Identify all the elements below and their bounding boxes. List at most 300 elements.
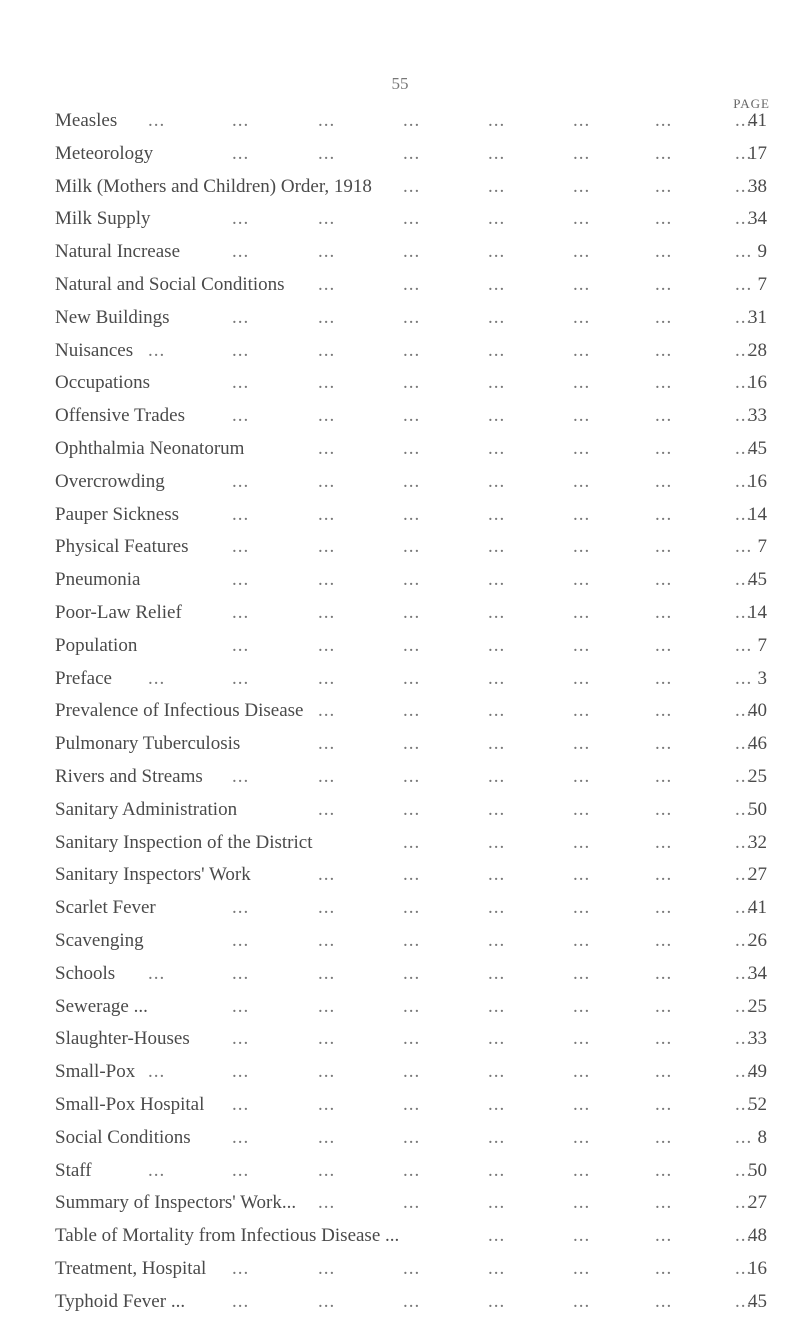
leader-dots: ... [403, 602, 421, 623]
leader-dots: ... [573, 864, 591, 886]
entry-page: 16 [748, 470, 767, 492]
index-entry [55, 795, 767, 825]
leader-dots: ... [318, 1258, 336, 1279]
index-entry [55, 500, 767, 530]
leader-dots: ... [573, 372, 591, 394]
leader-dots: ... [403, 241, 421, 263]
leader-dots: ... [573, 1028, 591, 1050]
leader-dots: ... [148, 110, 166, 131]
leader-dots: ... [403, 339, 421, 361]
leader-dots: ... [655, 175, 673, 197]
leader-dots: ... [735, 766, 753, 787]
entry-page: 7 [757, 274, 767, 295]
entry-page: 8 [757, 1126, 767, 1148]
leader-dots: ... [488, 700, 506, 722]
entry-page: 14 [748, 503, 767, 525]
leader-dots: ... [573, 766, 591, 787]
leader-dots: ... [655, 1192, 673, 1214]
leader-dots: ... [488, 536, 506, 558]
leader-dots: ... [403, 1159, 421, 1181]
index-entry [55, 860, 767, 890]
leader-dots: ... [735, 995, 753, 1017]
leader-dots: ... [735, 241, 753, 263]
leader-dots: ... [318, 405, 336, 427]
leader-dots: ... [232, 569, 250, 591]
leader-dots: ... [573, 602, 591, 623]
leader-dots: ... [403, 1028, 421, 1050]
entry-title: Natural Increase [55, 241, 181, 263]
entry-page: 7 [757, 634, 767, 656]
leader-dots: ... [573, 470, 591, 492]
leader-dots: ... [488, 470, 506, 492]
leader-dots: ... [318, 766, 336, 787]
leader-dots: ... [318, 208, 336, 230]
leader-dots: ... [655, 1061, 673, 1083]
leader-dots: ... [232, 1258, 250, 1279]
leader-dots: ... [655, 1094, 673, 1115]
entry-page: 31 [748, 306, 767, 328]
leader-dots: ... [403, 700, 421, 722]
leader-dots: ... [488, 1290, 506, 1312]
leader-dots: ... [735, 700, 753, 722]
leader-dots: ... [318, 241, 336, 263]
leader-dots: ... [318, 142, 336, 164]
leader-dots: ... [403, 930, 421, 951]
leader-dots: ... [318, 110, 336, 131]
leader-dots: ... [232, 241, 250, 263]
leader-dots: ... [488, 372, 506, 394]
leader-dots: ... [735, 372, 753, 394]
entry-page: 26 [748, 930, 767, 951]
leader-dots: ... [573, 1225, 591, 1247]
leader-dots: ... [655, 667, 673, 689]
leader-dots: ... [655, 470, 673, 492]
leader-dots: ... [318, 700, 336, 722]
leader-dots: ... [232, 667, 250, 689]
leader-dots: ... [573, 306, 591, 328]
entry-title: Preface [55, 667, 112, 689]
leader-dots: ... [573, 110, 591, 131]
leader-dots: ... [655, 634, 673, 656]
leader-dots: ... [488, 142, 506, 164]
entry-title: Overcrowding [55, 470, 165, 492]
index-entry [55, 532, 767, 562]
index-entry [55, 926, 767, 956]
entry-title: New Buildings [55, 306, 170, 328]
leader-dots: ... [403, 798, 421, 820]
leader-dots: ... [318, 1290, 336, 1312]
entry-page: 50 [748, 798, 767, 820]
entry-page: 49 [748, 1061, 767, 1083]
leader-dots: ... [655, 142, 673, 164]
leader-dots: ... [735, 930, 753, 951]
leader-dots: ... [488, 1126, 506, 1148]
leader-dots: ... [655, 208, 673, 230]
leader-dots: ... [735, 438, 753, 459]
leader-dots: ... [403, 110, 421, 131]
leader-dots: ... [232, 930, 250, 951]
leader-dots: ... [655, 995, 673, 1017]
leader-dots: ... [488, 175, 506, 197]
index-entry [55, 696, 767, 726]
index-entry [55, 401, 767, 431]
leader-dots: ... [318, 438, 336, 459]
leader-dots: ... [318, 1159, 336, 1181]
index-entry [55, 1221, 767, 1251]
leader-dots: ... [735, 470, 753, 492]
leader-dots: ... [488, 339, 506, 361]
entry-title: Scarlet Fever [55, 897, 156, 919]
leader-dots: ... [488, 1192, 506, 1214]
entry-title: Ophthalmia Neonatorum [55, 438, 245, 459]
leader-dots: ... [655, 274, 673, 295]
leader-dots: ... [148, 339, 166, 361]
leader-dots: ... [148, 1061, 166, 1083]
index-entry [55, 1024, 767, 1054]
index-entry [55, 106, 767, 136]
leader-dots: ... [573, 1094, 591, 1115]
leader-dots: ... [655, 1290, 673, 1312]
leader-dots: ... [735, 1028, 753, 1050]
leader-dots: ... [488, 1094, 506, 1115]
leader-dots: ... [655, 1126, 673, 1148]
leader-dots: ... [573, 405, 591, 427]
leader-dots: ... [735, 897, 753, 919]
entry-page: 45 [748, 1290, 767, 1312]
leader-dots: ... [232, 1061, 250, 1083]
leader-dots: ... [655, 602, 673, 623]
leader-dots: ... [232, 470, 250, 492]
leader-dots: ... [318, 1028, 336, 1050]
leader-dots: ... [573, 241, 591, 263]
leader-dots: ... [403, 1061, 421, 1083]
leader-dots: ... [403, 897, 421, 919]
leader-dots: ... [735, 1225, 753, 1247]
leader-dots: ... [735, 208, 753, 230]
leader-dots: ... [318, 897, 336, 919]
leader-dots: ... [573, 208, 591, 230]
leader-dots: ... [403, 306, 421, 328]
leader-dots: ... [318, 930, 336, 951]
entry-title: Social Conditions [55, 1126, 191, 1148]
entry-title: Offensive Trades [55, 405, 186, 427]
leader-dots: ... [735, 503, 753, 525]
leader-dots: ... [735, 339, 753, 361]
leader-dots: ... [488, 110, 506, 131]
leader-dots: ... [573, 1126, 591, 1148]
leader-dots: ... [488, 241, 506, 263]
leader-dots: ... [573, 667, 591, 689]
leader-dots: ... [148, 1159, 166, 1181]
index-entry [55, 631, 767, 661]
index-entry [55, 1057, 767, 1087]
leader-dots: ... [488, 831, 506, 853]
entry-title: Occupations [55, 372, 150, 394]
entry-page: 34 [748, 962, 767, 984]
entry-page: 41 [748, 110, 767, 131]
leader-dots: ... [573, 569, 591, 591]
entry-page: 25 [748, 995, 767, 1017]
leader-dots: ... [735, 405, 753, 427]
leader-dots: ... [318, 864, 336, 886]
leader-dots: ... [403, 733, 421, 755]
entry-title: Prevalence of Infectious Disease [55, 700, 304, 722]
leader-dots: ... [488, 962, 506, 984]
entry-page: 50 [748, 1159, 767, 1181]
leader-dots: ... [735, 864, 753, 886]
leader-dots: ... [735, 798, 753, 820]
leader-dots: ... [488, 733, 506, 755]
entry-title: Sewerage ... [55, 995, 148, 1017]
leader-dots: ... [232, 1290, 250, 1312]
index-entry [55, 237, 767, 267]
leader-dots: ... [488, 274, 506, 295]
index-entry [55, 467, 767, 497]
leader-dots: ... [403, 536, 421, 558]
leader-dots: ... [573, 1159, 591, 1181]
leader-dots: ... [655, 536, 673, 558]
leader-dots: ... [232, 766, 250, 787]
leader-dots: ... [655, 1159, 673, 1181]
entry-page: 14 [748, 602, 767, 623]
leader-dots: ... [403, 634, 421, 656]
leader-dots: ... [232, 503, 250, 525]
leader-dots: ... [318, 667, 336, 689]
leader-dots: ... [488, 602, 506, 623]
entry-title: Pauper Sickness [55, 503, 180, 525]
entry-title: Sanitary Inspection of the District [55, 831, 313, 853]
leader-dots: ... [735, 306, 753, 328]
leader-dots: ... [318, 274, 336, 295]
leader-dots: ... [655, 405, 673, 427]
leader-dots: ... [573, 536, 591, 558]
entry-title: Pulmonary Tuberculosis [55, 733, 241, 755]
leader-dots: ... [655, 110, 673, 131]
leader-dots: ... [232, 110, 250, 131]
leader-dots: ... [318, 995, 336, 1017]
leader-dots: ... [232, 1094, 250, 1115]
leader-dots: ... [735, 602, 753, 623]
entry-title: Measles [55, 110, 118, 131]
leader-dots: ... [573, 503, 591, 525]
leader-dots: ... [573, 634, 591, 656]
leader-dots: ... [655, 306, 673, 328]
leader-dots: ... [573, 733, 591, 755]
index-entry [55, 893, 767, 923]
leader-dots: ... [735, 274, 753, 295]
index-entry [55, 139, 767, 169]
index-entry [55, 959, 767, 989]
leader-dots: ... [655, 831, 673, 853]
entry-title: Sanitary Administration [55, 798, 238, 820]
leader-dots: ... [403, 864, 421, 886]
entry-title: Population [55, 634, 138, 656]
leader-dots: ... [488, 208, 506, 230]
leader-dots: ... [655, 438, 673, 459]
leader-dots: ... [655, 1258, 673, 1279]
entry-title: Natural and Social Conditions [55, 274, 285, 295]
leader-dots: ... [403, 438, 421, 459]
entry-page: 28 [748, 339, 767, 361]
leader-dots: ... [735, 962, 753, 984]
leader-dots: ... [318, 372, 336, 394]
leader-dots: ... [318, 306, 336, 328]
leader-dots: ... [655, 1225, 673, 1247]
leader-dots: ... [573, 700, 591, 722]
leader-dots: ... [735, 634, 753, 656]
entry-page: 16 [748, 1258, 767, 1279]
leader-dots: ... [488, 569, 506, 591]
leader-dots: ... [232, 962, 250, 984]
leader-dots: ... [232, 372, 250, 394]
leader-dots: ... [488, 667, 506, 689]
entry-page: 34 [748, 208, 767, 230]
entry-page: 40 [748, 700, 767, 722]
entry-page: 46 [748, 733, 767, 755]
entry-page: 38 [748, 175, 767, 197]
leader-dots: ... [573, 1192, 591, 1214]
leader-dots: ... [655, 798, 673, 820]
leader-dots: ... [655, 864, 673, 886]
leader-dots: ... [735, 1159, 753, 1181]
leader-dots: ... [232, 1126, 250, 1148]
leader-dots: ... [318, 1094, 336, 1115]
leader-dots: ... [403, 405, 421, 427]
leader-dots: ... [655, 1028, 673, 1050]
leader-dots: ... [488, 438, 506, 459]
leader-dots: ... [488, 897, 506, 919]
entry-page: 17 [748, 142, 767, 164]
leader-dots: ... [232, 602, 250, 623]
entry-title: Physical Features [55, 536, 189, 558]
leader-dots: ... [735, 1258, 753, 1279]
leader-dots: ... [318, 798, 336, 820]
leader-dots: ... [403, 1192, 421, 1214]
leader-dots: ... [403, 503, 421, 525]
index-entry [55, 664, 767, 694]
leader-dots: ... [488, 634, 506, 656]
leader-dots: ... [655, 766, 673, 787]
leader-dots: ... [655, 930, 673, 951]
leader-dots: ... [148, 962, 166, 984]
leader-dots: ... [573, 142, 591, 164]
leader-dots: ... [232, 536, 250, 558]
leader-dots: ... [232, 306, 250, 328]
page-number: 55 [391, 74, 409, 93]
index-entry [55, 336, 767, 366]
leader-dots: ... [573, 1258, 591, 1279]
leader-dots: ... [488, 1061, 506, 1083]
index-entry [55, 204, 767, 234]
leader-dots: ... [735, 831, 753, 853]
leader-dots: ... [655, 569, 673, 591]
leader-dots: ... [488, 503, 506, 525]
leader-dots: ... [573, 995, 591, 1017]
leader-dots: ... [318, 962, 336, 984]
entry-page: 9 [757, 241, 767, 263]
leader-dots: ... [655, 339, 673, 361]
leader-dots: ... [232, 1159, 250, 1181]
index-entry [55, 270, 767, 300]
leader-dots: ... [655, 962, 673, 984]
leader-dots: ... [403, 142, 421, 164]
index-entry [55, 598, 767, 628]
leader-dots: ... [403, 569, 421, 591]
entry-page: 45 [748, 438, 767, 459]
leader-dots: ... [318, 569, 336, 591]
index-entry [55, 1188, 767, 1218]
index-entry [55, 729, 767, 759]
leader-dots: ... [403, 1258, 421, 1279]
leader-dots: ... [735, 110, 753, 131]
leader-dots: ... [403, 962, 421, 984]
leader-dots: ... [403, 175, 421, 197]
leader-dots: ... [488, 1225, 506, 1247]
leader-dots: ... [735, 1094, 753, 1115]
leader-dots: ... [318, 503, 336, 525]
leader-dots: ... [403, 274, 421, 295]
entry-title: Scavenging [55, 930, 144, 951]
entry-title: Schools [55, 962, 116, 984]
leader-dots: ... [403, 208, 421, 230]
leader-dots: ... [318, 1126, 336, 1148]
entry-page: 41 [748, 897, 767, 919]
entry-title: Milk Supply [55, 208, 151, 230]
leader-dots: ... [403, 995, 421, 1017]
leader-dots: ... [403, 372, 421, 394]
leader-dots: ... [232, 405, 250, 427]
entry-page: 16 [748, 372, 767, 394]
leader-dots: ... [403, 831, 421, 853]
leader-dots: ... [488, 864, 506, 886]
leader-dots: ... [573, 1061, 591, 1083]
page-column-header: PAGE [733, 96, 770, 111]
leader-dots: ... [318, 634, 336, 656]
entry-title: Pneumonia [55, 569, 141, 591]
entry-title: Small-Pox [55, 1061, 136, 1083]
leader-dots: ... [735, 1061, 753, 1083]
leader-dots: ... [318, 602, 336, 623]
leader-dots: ... [573, 175, 591, 197]
leader-dots: ... [488, 766, 506, 787]
leader-dots: ... [488, 306, 506, 328]
leader-dots: ... [573, 438, 591, 459]
entry-title: Staff [55, 1159, 92, 1181]
entry-page: 45 [748, 569, 767, 591]
index-entry [55, 1254, 767, 1284]
entry-title: Slaughter-Houses [55, 1028, 190, 1050]
entry-page: 32 [748, 831, 767, 853]
leader-dots: ... [735, 142, 753, 164]
leader-dots: ... [735, 1290, 753, 1312]
leader-dots: ... [573, 962, 591, 984]
leader-dots: ... [148, 667, 166, 689]
leader-dots: ... [403, 1126, 421, 1148]
leader-dots: ... [232, 142, 250, 164]
leader-dots: ... [232, 995, 250, 1017]
leader-dots: ... [735, 536, 753, 558]
entry-title: Milk (Mothers and Children) Order, 1918 [55, 175, 372, 197]
entry-title: Nuisances [55, 339, 134, 361]
entry-title: Sanitary Inspectors' Work [55, 864, 251, 886]
leader-dots: ... [573, 897, 591, 919]
index-entry [55, 1287, 767, 1317]
leader-dots: ... [318, 470, 336, 492]
leader-dots: ... [232, 634, 250, 656]
leader-dots: ... [655, 733, 673, 755]
leader-dots: ... [573, 831, 591, 853]
index-entry [55, 368, 767, 398]
